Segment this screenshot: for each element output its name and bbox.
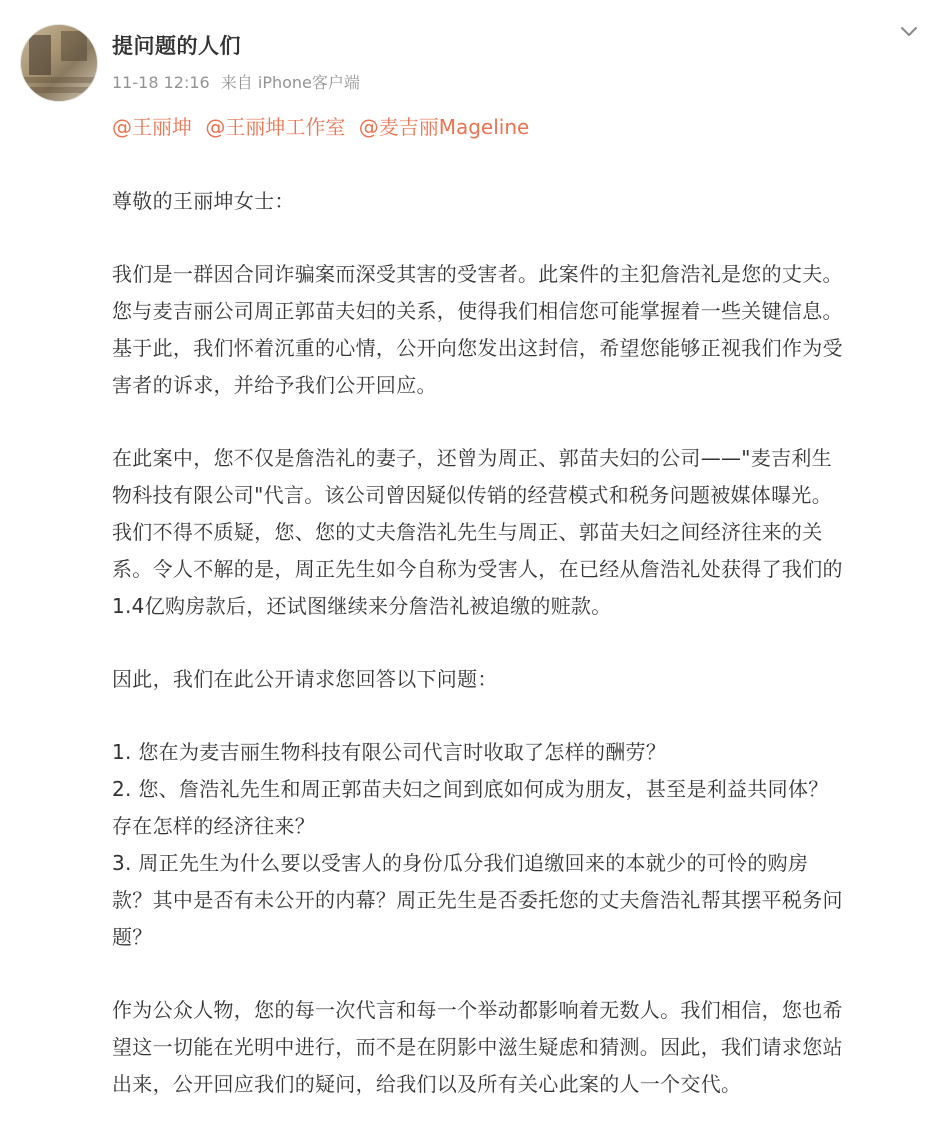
avatar-shape <box>21 77 97 83</box>
avatar-shape <box>61 31 87 61</box>
username[interactable]: 提问题的人们 <box>112 34 241 58</box>
mentions <box>112 111 536 140</box>
post-text-line: 因此，我们在此公开请求您回答以下问题： <box>112 667 498 691</box>
post-paragraph <box>112 992 927 1103</box>
post-paragraph <box>112 440 927 625</box>
post-time: 11-18 12:16 <box>112 73 210 92</box>
avatar-shape <box>29 35 51 75</box>
post-text-line: 3. 周正先生为什么要以受害人的身份瓜分我们追缴回来的本就少的可怜的购房 <box>112 851 809 875</box>
post-body <box>112 183 927 1139</box>
post-text-line: 我们不得不质疑，您、您的丈夫詹浩礼先生与周正、郭苗夫妇之间经济往来的关 <box>112 520 823 544</box>
post-text-line: 存在怎样的经济往来？ <box>112 814 315 838</box>
post-text-line: 尊敬的王丽坤女士： <box>112 189 295 213</box>
post-paragraph <box>112 183 927 220</box>
post-paragraph <box>112 256 927 404</box>
post-text-line: 2. 您、詹浩礼先生和周正郭苗夫妇之间到底如何成为朋友，甚至是利益共同体？ <box>112 777 829 801</box>
avatar[interactable] <box>20 24 98 102</box>
post-text-line: 1. 您在为麦吉丽生物科技有限公司代言时收取了怎样的酬劳？ <box>112 740 667 764</box>
mention-link[interactable]: @王丽坤 <box>112 115 192 139</box>
post-meta <box>112 70 366 93</box>
post-text-line: 我们是一群因合同诈骗案而深受其害的受害者。此案件的主犯詹浩礼是您的丈夫。 <box>112 262 843 286</box>
post-text-line: 物科技有限公司"代言。该公司曾因疑似传销的经营模式和税务问题被媒体曝光。 <box>112 483 832 507</box>
post-paragraph <box>112 734 927 956</box>
post-text-line: 作为公众人物，您的每一次代言和每一个举动都影响着无数人。我们相信，您也希 <box>112 998 843 1022</box>
post-text-line: 题？ <box>112 925 153 949</box>
post-text-line: 出来，公开回应我们的疑问，给我们以及所有关心此案的人一个交代。 <box>112 1072 742 1096</box>
post-text-line: 1.4亿购房款后，还试图继续来分詹浩礼被追缴的赃款。 <box>112 594 612 618</box>
post-text-line: 款？其中是否有未公开的内幕？周正先生是否委托您的丈夫詹浩礼帮其摆平税务问 <box>112 888 843 912</box>
mention-link[interactable]: @麦吉丽Mageline <box>358 115 530 139</box>
post-text-line: 害者的诉求，并给予我们公开回应。 <box>112 373 437 397</box>
post-text-line: 望这一切能在光明中进行，而不是在阴影中滋生疑虑和猜测。因此，我们请求您站 <box>112 1035 843 1059</box>
post-paragraph <box>112 661 927 698</box>
post-text-line: 系。令人不解的是，周正先生如今自称为受害人，在已经从詹浩礼处获得了我们的 <box>112 557 843 581</box>
mention-link[interactable]: @王丽坤工作室 <box>205 115 346 139</box>
avatar-shape <box>21 87 97 93</box>
chevron-down-icon[interactable] <box>898 20 920 42</box>
post-source: 来自 iPhone客户端 <box>220 73 360 92</box>
post-text-line: 您与麦吉丽公司周正郭苗夫妇的关系，使得我们相信您可能掌握着一些关键信息。 <box>112 299 843 323</box>
post-text-line: 基于此，我们怀着沉重的心情，公开向您发出这封信，希望您能够正视我们作为受 <box>112 336 843 360</box>
post-text-line: 在此案中，您不仅是詹浩礼的妻子，还曾为周正、郭苗夫妇的公司——"麦吉利生 <box>112 446 832 470</box>
